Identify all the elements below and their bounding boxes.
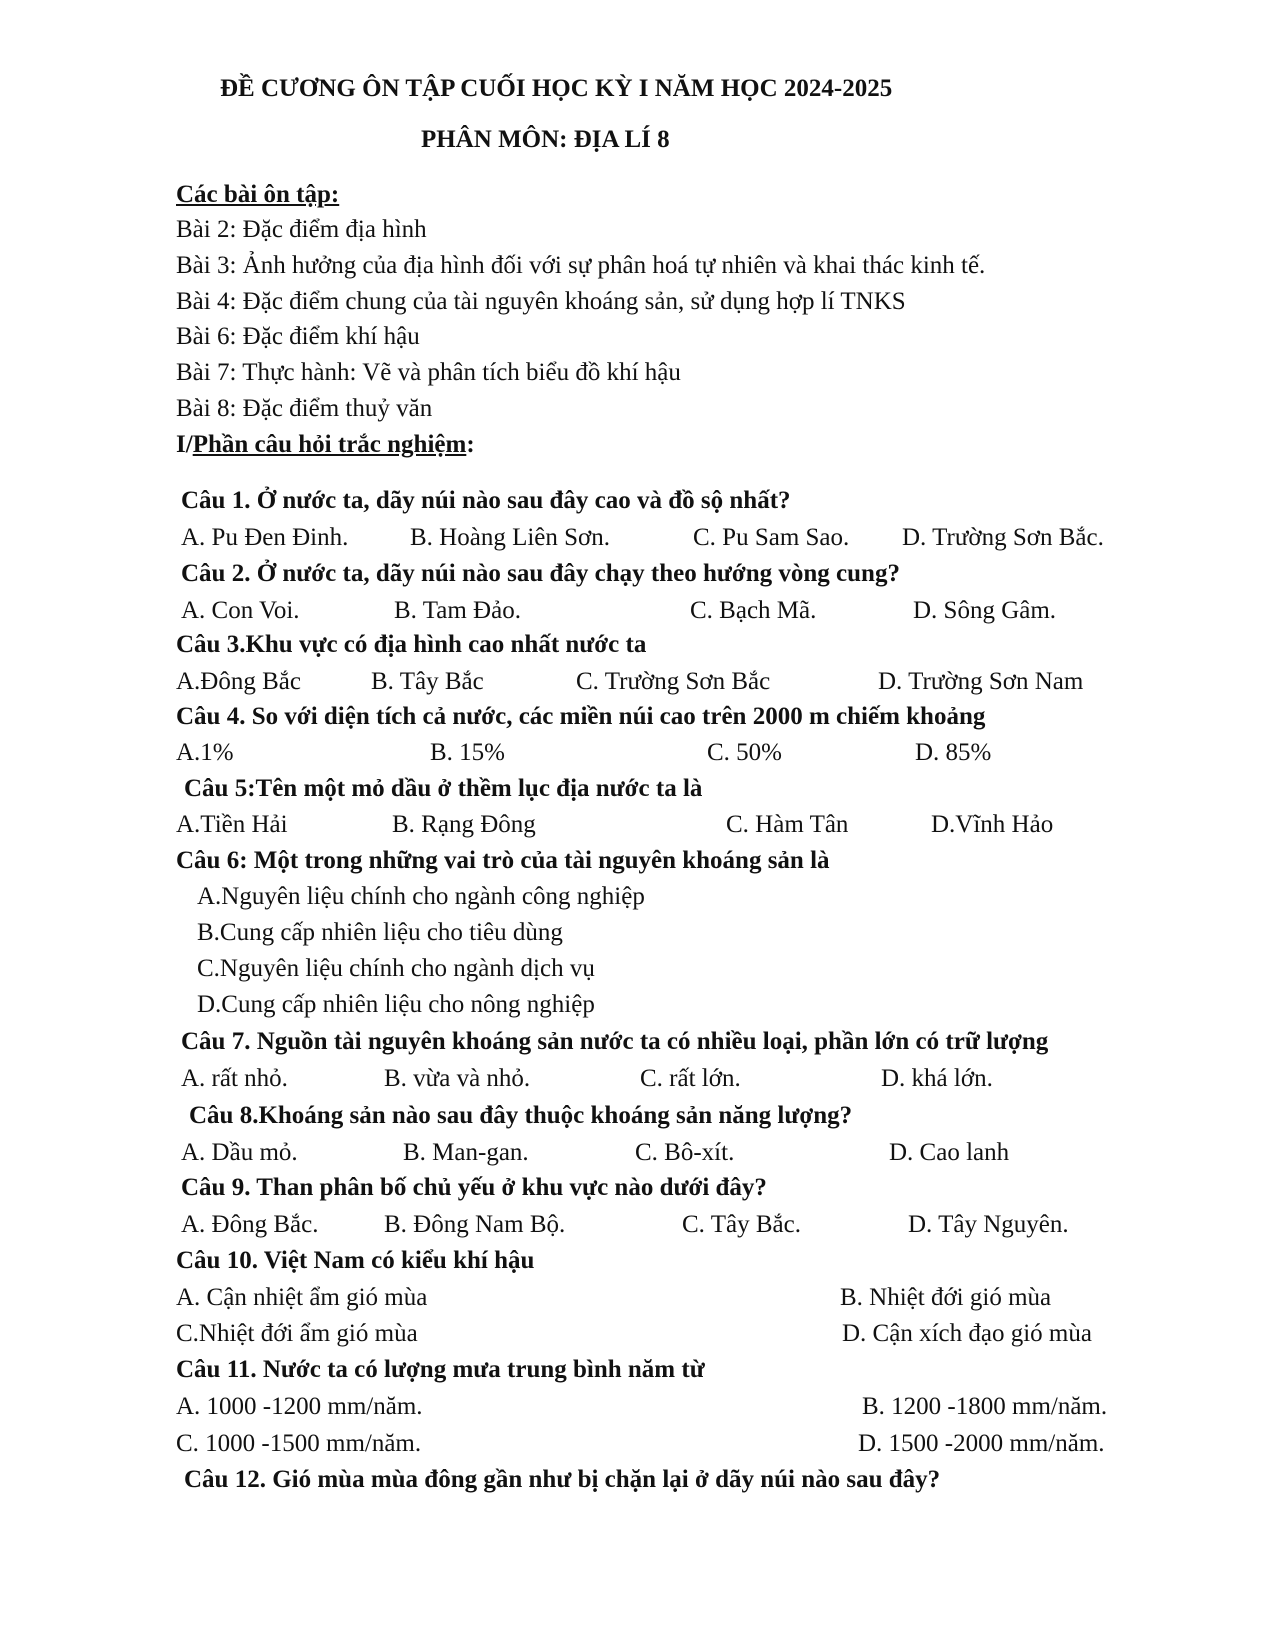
answer-8d: D. Cao lanh [889,1139,1010,1166]
answer-4a: A.1% [176,739,234,766]
answer-11d: D. 1500 -2000 mm/năm. [858,1430,1105,1457]
lessons-heading: Các bài ôn tập: [176,181,340,208]
answer-8b: B. Man-gan. [403,1139,529,1166]
question-5: Câu 5:Tên một mỏ dầu ở thềm lục địa nước ta là [184,775,703,802]
question-11: Câu 11. Nước ta có lượng mưa trung bình năm từ [176,1356,705,1383]
answer-2d: D. Sông Gâm. [913,597,1057,624]
question-10: Câu 10. Việt Nam có kiểu khí hậu [176,1247,535,1274]
answer-5b: B. Rạng Đông [392,811,536,838]
question-2: Câu 2. Ở nước ta, dãy núi nào sau đây chạy theo hướng vòng cung? [181,560,900,587]
answer-3a: A.Đông Bắc [176,668,301,695]
section-prefix: I/ [176,431,193,458]
answer-7b: B. vừa và nhỏ. [384,1065,531,1092]
answer-6b: B.Cung cấp nhiên liệu cho tiêu dùng [197,919,563,946]
answer-10c: C.Nhiệt đới ẩm gió mùa [176,1320,418,1347]
lesson-item: Bài 6: Đặc điểm khí hậu [176,323,420,350]
section-label: Phần câu hỏi trắc nghiệm [192,431,467,458]
section-heading [176,430,475,460]
answer-9c: C. Tây Bắc. [682,1211,801,1238]
answer-11a: A. 1000 -1200 mm/năm. [176,1393,423,1420]
question-7: Câu 7. Nguồn tài nguyên khoáng sản nước ta có nhiều loại, phần lớn có trữ lượng [181,1028,1049,1055]
answer-11c: C. 1000 -1500 mm/năm. [176,1430,422,1457]
answer-3b: B. Tây Bắc [371,668,484,695]
lesson-item: Bài 4: Đặc điểm chung của tài nguyên khoáng sản, sử dụng hợp lí TNKS [176,288,906,315]
answer-9a: A. Đông Bắc. [181,1211,319,1238]
answer-1a: A. Pu Đen Đinh. [181,524,349,551]
answer-2a: A. Con Voi. [181,597,300,624]
answer-7d: D. khá lớn. [881,1065,993,1092]
answer-4b: B. 15% [430,739,505,766]
question-1: Câu 1. Ở nước ta, dãy núi nào sau đây cao và đồ sộ nhất? [181,487,791,514]
lesson-item: Bài 7: Thực hành: Vẽ và phân tích biểu đồ khí hậu [176,359,681,386]
answer-1b: B. Hoàng Liên Sơn. [410,524,611,551]
answer-6a: A.Nguyên liệu chính cho ngành công nghiệp [197,883,645,910]
answer-9d: D. Tây Nguyên. [908,1211,1069,1238]
section-suffix: : [466,431,475,458]
question-4: Câu 4. So với diện tích cả nước, các miền núi cao trên 2000 m chiếm khoảng [176,703,986,730]
answer-7a: A. rất nhỏ. [181,1065,288,1092]
lesson-item: Bài 2: Đặc điểm địa hình [176,216,427,243]
answer-4c: C. 50% [707,739,782,766]
question-6: Câu 6: Một trong những vai trò của tài nguyên khoáng sản là [176,847,830,874]
answer-5c: C. Hàm Tân [726,811,849,838]
document-title: ĐỀ CƯƠNG ÔN TẬP CUỐI HỌC KỲ I NĂM HỌC 2024-2025 [220,75,893,102]
answer-4d: D. 85% [915,739,992,766]
answer-10d: D. Cận xích đạo gió mùa [842,1320,1092,1347]
answer-11b: B. 1200 -1800 mm/năm. [862,1393,1108,1420]
lesson-item: Bài 8: Đặc điểm thuỷ văn [176,395,433,422]
answer-1d: D. Trường Sơn Bắc. [902,524,1104,551]
document-subtitle: PHÂN MÔN: ĐỊA LÍ 8 [421,126,670,153]
answer-2b: B. Tam Đảo. [394,597,521,624]
answer-6c: C.Nguyên liệu chính cho ngành dịch vụ [197,955,595,982]
lesson-item: Bài 3: Ảnh hưởng của địa hình đối với sự phân hoá tự nhiên và khai thác kinh tế. [176,252,986,279]
answer-2c: C. Bạch Mã. [690,597,817,624]
answer-10b: B. Nhiệt đới gió mùa [840,1284,1052,1311]
answer-5d: D.Vĩnh Hảo [931,811,1054,838]
answer-3c: C. Trường Sơn Bắc [576,668,771,695]
answer-7c: C. rất lớn. [640,1065,741,1092]
answer-3d: D. Trường Sơn Nam [878,668,1084,695]
answer-8a: A. Dầu mỏ. [181,1139,298,1166]
question-3: Câu 3.Khu vực có địa hình cao nhất nước ta [176,631,647,658]
question-12: Câu 12. Gió mùa mùa đông gần như bị chặn lại ở dãy núi nào sau đây? [184,1466,941,1493]
answer-5a: A.Tiền Hải [176,811,288,838]
question-8: Câu 8.Khoáng sản nào sau đây thuộc khoáng sản năng lượng? [189,1102,853,1129]
answer-1c: C. Pu Sam Sao. [693,524,850,551]
answer-9b: B. Đông Nam Bộ. [384,1211,566,1238]
answer-6d: D.Cung cấp nhiên liệu cho nông nghiệp [197,991,595,1018]
answer-8c: C. Bô-xít. [635,1139,735,1166]
answer-10a: A. Cận nhiệt ẩm gió mùa [176,1284,428,1311]
question-9: Câu 9. Than phân bố chủ yếu ở khu vực nào dưới đây? [181,1174,767,1201]
